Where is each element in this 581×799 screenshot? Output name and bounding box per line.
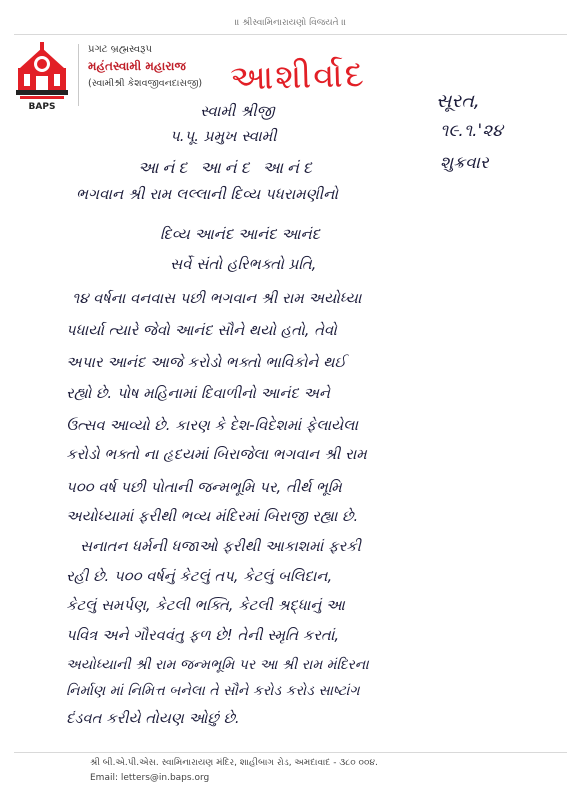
body-line: નિર્માણ માં નિમિત્ત બનેલા તે સૌને કરોડ કરોડ સાષ્ટાંગ [66,683,360,699]
footer-email: Email: letters@in.baps.org [90,773,210,783]
recipient-line-2: પ.પૂ. પ્રમુખ સ્વામી [170,127,277,145]
greeting-line-2: ભગવાન શ્રી રામ લલ્લાની દિવ્ય પધરામણીનો [76,185,339,203]
body-line: અયોધ્યામાં ફરીથી ભવ્ય મંદિરમાં બિરાજી રહ્યા છે. [66,508,359,525]
letterhead [88,42,218,91]
letterhead-name: મહંતસ્વામી મહારાજ [88,59,186,73]
footer-divider [14,752,567,753]
body-line: કેટલું સમર્પણ, કેટલી ભક્તિ, કેટલી શ્રદ્ધાનું આ [66,597,345,614]
baps-temple-emblem-icon [14,40,70,102]
letterhead-line-1: પ્રગટ બ્રહ્મસ્વરૂપ [88,44,152,55]
recipient-line-1: સ્વામી શ્રીજી [200,102,275,120]
header-divider [78,44,79,106]
letter-title: આશીર્વાદ [229,55,367,99]
body-line: અપાર આનંદ આજે કરોડો ભક્તો ભાવિકોને થઈ [66,354,346,371]
body-line: રહ્યો છે. પોષ મહિનામાં દિવાળીનો આનંદ અને [66,385,330,402]
baps-logo-text: BAPS [28,102,56,112]
salutation: સર્વે સંતો હરિભક્તો પ્રતિ, [170,255,317,273]
top-divider [14,34,567,35]
letterhead-line-3: (સ્વામીશ્રી કેશવજીવનદાસજી) [88,78,203,89]
body-line: સનાતન ધર્મની ધજાઓ ફરીથી આકાશમાં ફરકી [80,538,361,555]
top-tagline: ॥ શ્રીસ્વામિનારાયણો વિજયતે ॥ [234,18,347,28]
body-line: પવિત્ર અને ગૌરવવંતુ ફળ છે! તેની સ્મૃતિ કરતાં, [66,627,340,644]
body-line: ૫૦૦ વર્ષ પછી પોતાની જન્મભૂમિ પર, તીર્થ ભૂમિ [66,479,342,496]
body-line: ઉત્સવ આવ્યો છે. કારણ કે દેશ-વિદેશમાં ફેલાયેલા [66,417,358,434]
body-line: કરોડો ભક્તો ના હૃદયમાં બિરાજેલા ભગવાન શ્રી રામ [66,446,367,463]
body-line: અયોધ્યાની શ્રી રામ જન્મભૂમિ પર આ શ્રી રામ મંદિરના [66,657,369,673]
greeting-line-1: આનંદ આનંદ આનંદ [138,158,316,177]
body-line: રહી છે. ૫૦૦ વર્ષનું કેટલું તપ, કેટલું બલિદાન, [66,568,333,585]
body-line: દંડવત કરીયે તોયણ ઓછું છે. [66,710,240,727]
greeting-line-3: દિવ્ય આનંદ આનંદ આનંદ [160,225,321,243]
body-line: પધાર્યા ત્યારે જેવો આનંદ સૌને થયો હતો, તેવો [66,322,337,339]
body-line: ૧૪ વર્ષના વનવાસ પછી ભગવાન શ્રી રામ અયોધ્યા [72,290,362,307]
letter-date: ૧૯.૧.'૨૪ [440,121,503,141]
footer-address: શ્રી બી.એ.પી.એસ. સ્વામિનારાયણ મંદિર, શાહીબાગ રોડ, અમદાવાદ - ૩૮૦ ૦૦૪. [90,758,378,768]
letter-place: સૂરત, [436,90,480,112]
letter-day: શુક્રવાર [440,153,489,173]
